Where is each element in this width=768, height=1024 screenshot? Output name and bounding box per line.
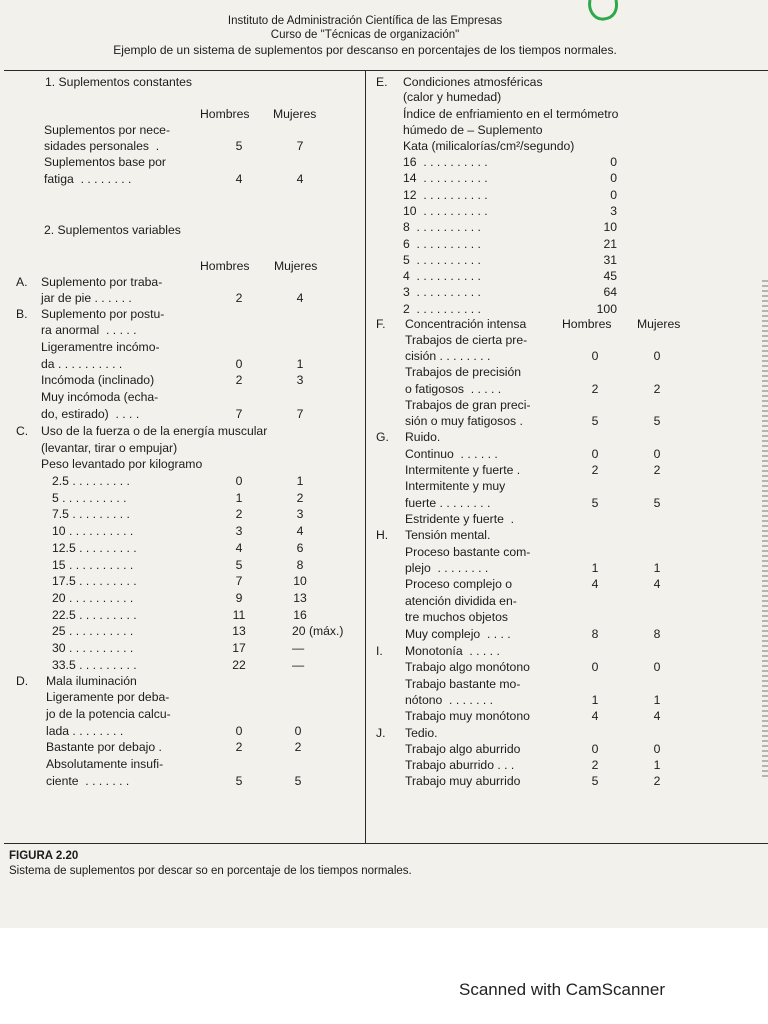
item-letter: E. (376, 75, 388, 89)
value-hombres: 7 (235, 407, 243, 421)
row-label: Mala iluminación (46, 674, 137, 688)
row-label: Condiciones atmosféricas (403, 75, 543, 89)
weight-label: 20 . . . . . . . . . . (52, 590, 134, 605)
item-letter: C. (16, 424, 29, 438)
row-label: Tensión mental. (405, 528, 491, 542)
row-label: da . . . . . . . . . . (41, 357, 123, 371)
value-mujeres: 8 (653, 627, 661, 641)
value-hombres: 1 (235, 490, 243, 505)
row-label: Suplementos por nece- (44, 123, 171, 137)
value-hombres: 0 (235, 357, 243, 371)
value-mujeres: 2 (653, 382, 661, 396)
kata-supplement-value: 10 (603, 220, 617, 235)
row-label: Trabajo aburrido . . . (405, 758, 515, 772)
weight-label: 17.5 . . . . . . . . . (52, 574, 137, 589)
row-label: fatiga . . . . . . . . (44, 172, 132, 186)
value-mujeres: 16 (293, 607, 307, 622)
row-label: (levantar, tirar o empujar) (41, 441, 178, 455)
value-hombres: 5 (591, 496, 599, 510)
row-label: Monotonía . . . . . (405, 644, 500, 658)
row-label: sión o muy fatigosos . (405, 414, 523, 428)
value-mujeres: 3 (296, 373, 304, 387)
row-label: Estridente y fuerte . (405, 512, 515, 526)
weight-label: 2.5 . . . . . . . . . (52, 474, 130, 488)
row-label: Incómoda (inclinado) (41, 373, 155, 387)
kata-index: 12 . . . . . . . . . . (403, 187, 488, 202)
value-hombres: 0 (591, 742, 599, 756)
value-mujeres: 0 (653, 660, 661, 674)
value-hombres: 9 (235, 590, 243, 605)
kata-supplement-value: 0 (610, 187, 617, 202)
value-mujeres: 8 (296, 557, 304, 572)
weight-label: 30 . . . . . . . . . . (52, 641, 134, 655)
weight-label: 33.5 . . . . . . . . . (52, 657, 137, 672)
item-letter: H. (376, 528, 389, 542)
value-mujeres: 6 (296, 540, 304, 555)
item-letter: D. (16, 674, 29, 688)
kata-supplement-value: 0 (610, 171, 617, 186)
kata-index: 4 . . . . . . . . . . (403, 269, 481, 284)
kata-supplement-value: 31 (603, 252, 617, 267)
col-header-hombres: Hombres (200, 259, 250, 273)
row-label: fuerte . . . . . . . . (405, 496, 491, 510)
header-course: Curso de "Técnicas de organización" (270, 29, 460, 41)
value-mujeres: — (292, 657, 305, 672)
row-label: Absolutamente insufi- (46, 757, 164, 771)
col-header-mujeres: Mujeres (637, 317, 681, 331)
row-label: Tedio. (405, 726, 438, 740)
value-hombres: 0 (235, 474, 243, 488)
value-hombres: 1 (591, 693, 599, 707)
kata-index: 3 . . . . . . . . . . (403, 285, 481, 300)
kata-supplement-value: 45 (603, 269, 617, 284)
value-hombres: 4 (591, 709, 599, 723)
value-hombres: 0 (591, 447, 599, 461)
row-label: tre muchos objetos (405, 610, 508, 624)
row-label: jo de la potencia calcu- (46, 707, 171, 721)
row-label: sidades personales . (44, 139, 160, 153)
figure-caption: Sistema de suplementos por descar so en porcentaje de los tiempos normales. (9, 865, 412, 877)
value-mujeres: 20 (máx.) (292, 624, 344, 639)
row-label: Suplemento por postu- (41, 307, 165, 321)
top-rule (4, 70, 768, 71)
item-letter: F. (376, 317, 386, 331)
row-label: Kata (milicalorías/cm²/segundo) (403, 139, 575, 153)
value-hombres: 5 (591, 414, 599, 428)
value-hombres: 13 (232, 624, 246, 639)
weight-label: 10 . . . . . . . . . . (52, 524, 134, 539)
value-hombres: 5 (235, 774, 243, 788)
row-label: Trabajos de cierta pre- (405, 333, 528, 347)
row-label: atención dividida en- (405, 594, 517, 608)
value-hombres: 2 (235, 373, 243, 387)
row-label: Suplementos base por (44, 155, 166, 169)
row-label: húmedo de – Suplemento (403, 123, 543, 137)
value-hombres: 5 (235, 139, 243, 153)
value-hombres: 4 (591, 577, 599, 591)
value-mujeres: 4 (296, 524, 304, 539)
kata-index: 16 . . . . . . . . . . (403, 155, 488, 169)
value-mujeres: 1 (653, 693, 661, 707)
row-label: Índice de enfriamiento en el termómetro (403, 107, 619, 121)
value-mujeres: 7 (296, 407, 304, 421)
value-hombres: 2 (235, 291, 243, 305)
value-mujeres: 2 (294, 740, 302, 754)
row-label: Muy incómoda (echa- (41, 390, 159, 404)
header-institute: Instituto de Administración Científica de las Empresas (227, 15, 503, 27)
kata-index: 2 . . . . . . . . . . (403, 301, 481, 316)
value-mujeres: 2 (296, 490, 304, 505)
row-label: Trabajo muy monótono (405, 709, 530, 723)
item-letter: I. (376, 644, 383, 658)
column-divider (365, 70, 366, 843)
kata-index: 14 . . . . . . . . . . (403, 171, 488, 186)
row-label: Peso levantado por kilogramo (41, 457, 203, 471)
row-label: lada . . . . . . . . (46, 724, 124, 738)
row-label: jar de pie . . . . . . (41, 291, 132, 305)
weight-label: 5 . . . . . . . . . . (52, 490, 127, 505)
value-mujeres: 1 (296, 474, 304, 488)
kata-supplement-value: 0 (610, 155, 617, 169)
col-header-hombres: Hombres (562, 317, 612, 331)
value-mujeres: 0 (294, 724, 302, 738)
row-label: Concentración intensa (405, 317, 527, 331)
value-hombres: 4 (235, 540, 243, 555)
row-label: nótono . . . . . . . (405, 693, 494, 707)
value-mujeres: 13 (293, 590, 307, 605)
value-hombres: 0 (591, 660, 599, 674)
row-label: Trabajos de precisión (405, 365, 522, 379)
value-mujeres: 0 (653, 742, 661, 756)
value-hombres: 4 (235, 172, 243, 186)
row-label: Suplemento por traba- (41, 275, 163, 289)
header-title: Ejemplo de un sistema de suplementos por descanso en porcentajes de los tiempos normales. (113, 43, 617, 57)
kata-index: 8 . . . . . . . . . . (403, 220, 481, 235)
kata-index: 5 . . . . . . . . . . (403, 252, 481, 267)
weight-label: 15 . . . . . . . . . . (52, 557, 134, 572)
row-label: Continuo . . . . . . (405, 447, 498, 461)
row-label: plejo . . . . . . . . (405, 561, 489, 575)
row-label: cisión . . . . . . . . (405, 349, 491, 363)
col-header-mujeres: Mujeres (273, 107, 317, 121)
value-hombres: 2 (591, 463, 599, 477)
col-header-hombres: Hombres (200, 107, 250, 121)
value-hombres: 2 (591, 758, 599, 772)
row-label: Proceso bastante com- (405, 545, 531, 559)
value-hombres: 1 (591, 561, 599, 575)
value-mujeres: 4 (296, 172, 304, 186)
value-hombres: 5 (591, 774, 599, 788)
value-mujeres: 0 (653, 349, 661, 363)
weight-label: 22.5 . . . . . . . . . (52, 607, 137, 622)
weight-label: 25 . . . . . . . . . . (52, 624, 134, 639)
value-mujeres: 4 (296, 291, 304, 305)
value-mujeres: — (292, 641, 305, 655)
row-label: do, estirado) . . . . (41, 407, 140, 421)
row-label: Intermitente y muy (405, 479, 506, 493)
value-hombres: 2 (235, 740, 243, 754)
row-label: Trabajo muy aburrido (405, 774, 521, 788)
kata-index: 6 . . . . . . . . . . (403, 236, 481, 251)
value-mujeres: 1 (296, 357, 304, 371)
row-label: Muy complejo . . . . (405, 627, 511, 641)
kata-supplement-value: 100 (596, 301, 617, 316)
bottom-rule (4, 843, 768, 844)
row-label: Ruido. (405, 430, 441, 444)
page-edge-shadow (762, 280, 768, 780)
value-mujeres: 7 (296, 139, 304, 153)
value-mujeres: 5 (294, 774, 302, 788)
value-hombres: 8 (591, 627, 599, 641)
value-mujeres: 1 (653, 758, 661, 772)
value-mujeres: 2 (653, 774, 661, 788)
value-hombres: 17 (232, 641, 246, 655)
weight-label: 7.5 . . . . . . . . . (52, 507, 130, 522)
value-mujeres: 5 (653, 414, 661, 428)
row-label: Trabajo bastante mo- (405, 677, 521, 691)
row-label: (calor y humedad) (403, 90, 502, 104)
value-hombres: 22 (232, 657, 246, 672)
value-hombres: 5 (235, 557, 243, 572)
value-mujeres: 4 (653, 577, 661, 591)
value-mujeres: 0 (653, 447, 661, 461)
row-label: Trabajo algo monótono (405, 660, 530, 674)
value-mujeres: 3 (296, 507, 304, 522)
value-hombres: 0 (591, 349, 599, 363)
kata-index: 10 . . . . . . . . . . (403, 203, 488, 218)
item-letter: B. (16, 307, 28, 321)
value-mujeres: 4 (653, 709, 661, 723)
row-label: ra anormal . . . . . (41, 323, 137, 337)
figure-label: FIGURA 2.20 (9, 850, 79, 862)
row-label: ciente . . . . . . . (46, 774, 130, 788)
section-2-title: 2. Suplementos variables (44, 223, 181, 237)
value-mujeres: 2 (653, 463, 661, 477)
value-hombres: 11 (232, 607, 246, 622)
value-hombres: 3 (235, 524, 243, 539)
row-label: Intermitente y fuerte . (405, 463, 521, 477)
row-label: Bastante por debajo . (46, 740, 162, 754)
col-header-mujeres: Mujeres (274, 259, 318, 273)
kata-supplement-value: 64 (603, 285, 617, 300)
row-label: Ligeramentre incómo- (41, 340, 160, 354)
scanner-watermark: Scanned with CamScanner (459, 980, 666, 999)
kata-supplement-value: 21 (603, 236, 617, 251)
row-label: Trabajo algo aburrido (405, 742, 521, 756)
item-letter: G. (376, 430, 389, 444)
row-label: o fatigosos . . . . . (405, 382, 502, 396)
value-mujeres: 10 (293, 574, 307, 589)
row-label: Uso de la fuerza o de la energía muscular (41, 424, 268, 438)
row-label: Trabajos de gran preci- (405, 398, 531, 412)
item-letter: J. (376, 726, 386, 740)
section-1-title: 1. Suplementos constantes (45, 75, 193, 89)
value-mujeres: 5 (653, 496, 661, 510)
value-hombres: 2 (591, 382, 599, 396)
value-hombres: 0 (235, 724, 243, 738)
value-mujeres: 1 (653, 561, 661, 575)
row-label: Ligeramente por deba- (46, 690, 170, 704)
kata-supplement-value: 3 (610, 203, 617, 218)
value-hombres: 7 (235, 574, 243, 589)
row-label: Proceso complejo o (405, 577, 513, 591)
item-letter: A. (16, 275, 28, 289)
weight-label: 12.5 . . . . . . . . . (52, 540, 137, 555)
value-hombres: 2 (235, 507, 243, 522)
